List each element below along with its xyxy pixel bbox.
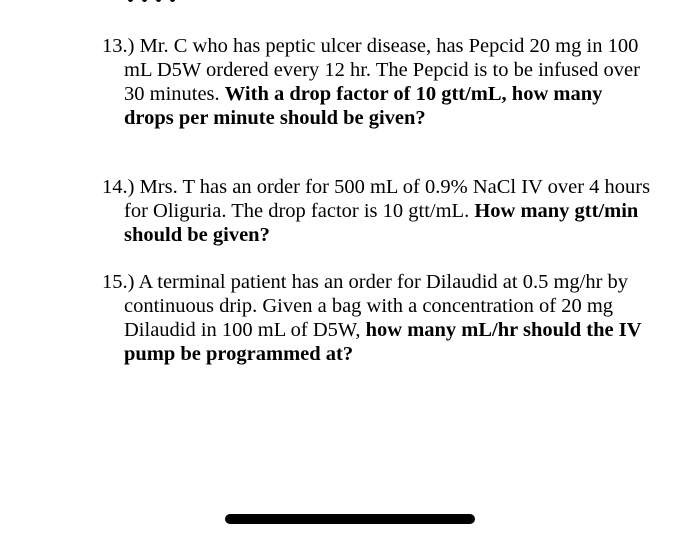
question-number: 14.) — [102, 176, 135, 198]
question-bold-prompt: how many mL/hr should the IV pump be programmed at? — [124, 319, 642, 365]
question-number: 13.) — [102, 35, 135, 57]
question-bold-prompt: How many gtt/min should be given? — [124, 200, 639, 246]
question-text: A terminal patient has an order for Dilaudid at 0.5 mg/hr by continuous drip. Given a bag with a concentration of 20 mg Dilaudid in 100 mL of D5W, — [124, 271, 629, 341]
question-text: Mrs. T has an order for 500 mL of 0.9% NaCl IV over 4 hours for Oliguria. The drop factor is 10 gtt/mL. — [124, 176, 651, 222]
home-indicator-bar[interactable] — [225, 514, 475, 524]
question-text: Mr. C who has peptic ulcer disease, has Pepcid 20 mg in 100 mL D5W ordered every 12 hr. The Pepcid is to be infused over 30 minutes. — [124, 35, 640, 105]
question-13 — [102, 34, 654, 130]
question-15 — [102, 270, 654, 366]
question-14 — [102, 175, 654, 247]
question-bold-prompt: With a drop factor of 10 gtt/mL, how many drops per minute should be given? — [124, 83, 603, 129]
cropped-previous-text — [128, 0, 188, 2]
question-number: 15.) — [102, 271, 135, 293]
